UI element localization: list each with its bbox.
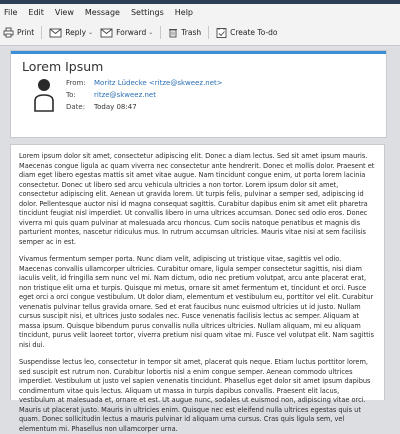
body-paragraph: Vivamus fermentum semper porta. Nunc diam velit, adipiscing ut tristique vitae, sagittis vel odio. Maecenas convallis ullamcorper ultricies. Curabitur ornare, ligula semper consectetur sagittis, nisi diam iaculis velit, id fringilla sem nunc vel mi. Nam dictum, odio nec pretium volutpat, arcu ante placerat erat, non tristique elit urna et turpis. Quisque mi metus, ornare sit amet fermentum et, tincidunt et orci. Fusce eget orci a orci congue vestibulum. Ut dolor diam, elementum et vestibulum eu, porttitor vel elit. Curabitur venenatis pulvinar tellus gravida ornare. Sed et erat faucibus nunc euismod ultricies ut id justo. Nullam cursus suscipit nisi, et ultrices justo sodales nec. Fusce venenatis facilisis lectus ac semper. Aliquam at massa ipsum. Quisque bibendum purus convallis nulla ultrices ultricies. Nullam aliquam, mi eu aliquam tincidunt, purus velit laoreet tortor, viverra pretium nisi quam vitae mi. Fusce vel volutpat elit. Nam sagittis nisi dui. [19, 255, 374, 349]
forward-button[interactable] [100, 27, 153, 38]
forward-icon [100, 27, 113, 38]
toolbar [0, 20, 400, 46]
body-paragraph: Suspendisse lectus leo, consectetur in tempor sit amet, placerat quis neque. Etiam luctus porttitor lorem, sed suscipit est rutrum non. Curabitur lobortis nisl a enim congue semper. Aenean commodo ultrices imperdiet. Vestibulum ut justo vel sapien venenatis tincidunt. Phasellus eget dolor sit amet ipsum dapibus condimentum vitae quis lectus. Aliquam ut massa in turpis dapibus convallis. Praesent elit lacus, vestibulum at malesuada et, ornare et est. Ut augue nunc, sodales ut euismod non, adipiscing vitae orci. Mauris ut placerat justo. Mauris in ultricies enim. Quisque nec est eleifend nulla ultrices egestas quis ut quam. Donec sollicitudin lectus a mauris pulvinar id aliquam urna cursus. Cras quis ligula sem, vel elementum mi. Phasellus non ullamcorper urna. [19, 358, 371, 433]
from-value[interactable]: Moritz Lüdecke <ritze@skweez.net> [94, 79, 223, 87]
to-value[interactable]: ritze@skweez.net [94, 91, 156, 99]
from-row [66, 77, 223, 89]
trash-label: Trash [181, 28, 202, 37]
menu-bar [0, 4, 400, 20]
forward-label: Forward [116, 28, 147, 37]
toolbar-separator [41, 26, 42, 39]
menu-file[interactable]: File [4, 7, 18, 17]
message-subject: Lorem Ipsum [22, 59, 104, 74]
reply-button[interactable] [49, 27, 93, 38]
menu-view[interactable]: View [54, 7, 74, 17]
to-label: To: [66, 91, 76, 99]
menu-edit[interactable]: Edit [28, 7, 44, 17]
menu-message[interactable]: Message [84, 7, 120, 17]
printer-icon [3, 27, 14, 38]
message-header-card [10, 50, 387, 138]
body-paragraph: Lorem ipsum dolor sit amet, consectetur adipiscing elit. Donec a diam lectus. Sed sit amet ipsum mauris. Maecenas congue ligula ac quam viverra nec consectetur ante hendrerit. Donec et mollis dolor. Praesent et diam eget libero egestas mattis sit amet vitae augue. Nam tincidunt congue enim, ut porta lorem lacinia consectetur. Donec ut libero sed arcu vehicula ultricies a non tortor. Lorem ipsum dolor sit amet, consectetur adipiscing elit. Aenean ut gravida lorem. Ut turpis felis, pulvinar a semper sed, adipiscing id dolor. Pellentesque auctor nisi id magna consequat sagittis. Curabitur dapibus enim sit amet elit pharetra tincidunt feugiat nisl imperdiet. Ut convallis libero in urna ultrices accumsan. Donec sed odio eros. Donec viverra mi quis quam pulvinar at malesuada arcu rhoncus. Cum sociis natoque penatibus et magnis dis parturient montes, nascetur ridiculus mus. In rutrum accumsan ultricies. Mauris vitae nisi at sem facilisis semper ac in est. [19, 152, 375, 246]
todo-icon [216, 27, 227, 38]
chevron-down-icon[interactable]: ⌄ [148, 29, 154, 36]
toolbar-separator [160, 26, 161, 39]
avatar [33, 77, 55, 113]
trash-button[interactable] [168, 27, 201, 38]
date-value: Today 08:47 [94, 103, 137, 111]
create-todo-label: Create To-do [230, 28, 278, 37]
date-label: Date: [66, 103, 86, 111]
print-label: Print [17, 28, 35, 37]
menu-help[interactable]: Help [174, 7, 193, 17]
date-row [66, 101, 223, 113]
toolbar-separator [208, 26, 209, 39]
from-label: From: [66, 79, 86, 87]
message-header-fields [66, 77, 223, 113]
create-todo-button[interactable] [216, 27, 277, 38]
message-body [10, 144, 385, 433]
trash-icon [168, 27, 178, 38]
print-button[interactable] [3, 27, 34, 38]
to-row [66, 89, 223, 101]
reply-icon [49, 27, 62, 38]
reply-label: Reply [65, 28, 87, 37]
menu-settings[interactable]: Settings [130, 7, 164, 17]
chevron-down-icon[interactable]: ⌄ [88, 29, 94, 36]
